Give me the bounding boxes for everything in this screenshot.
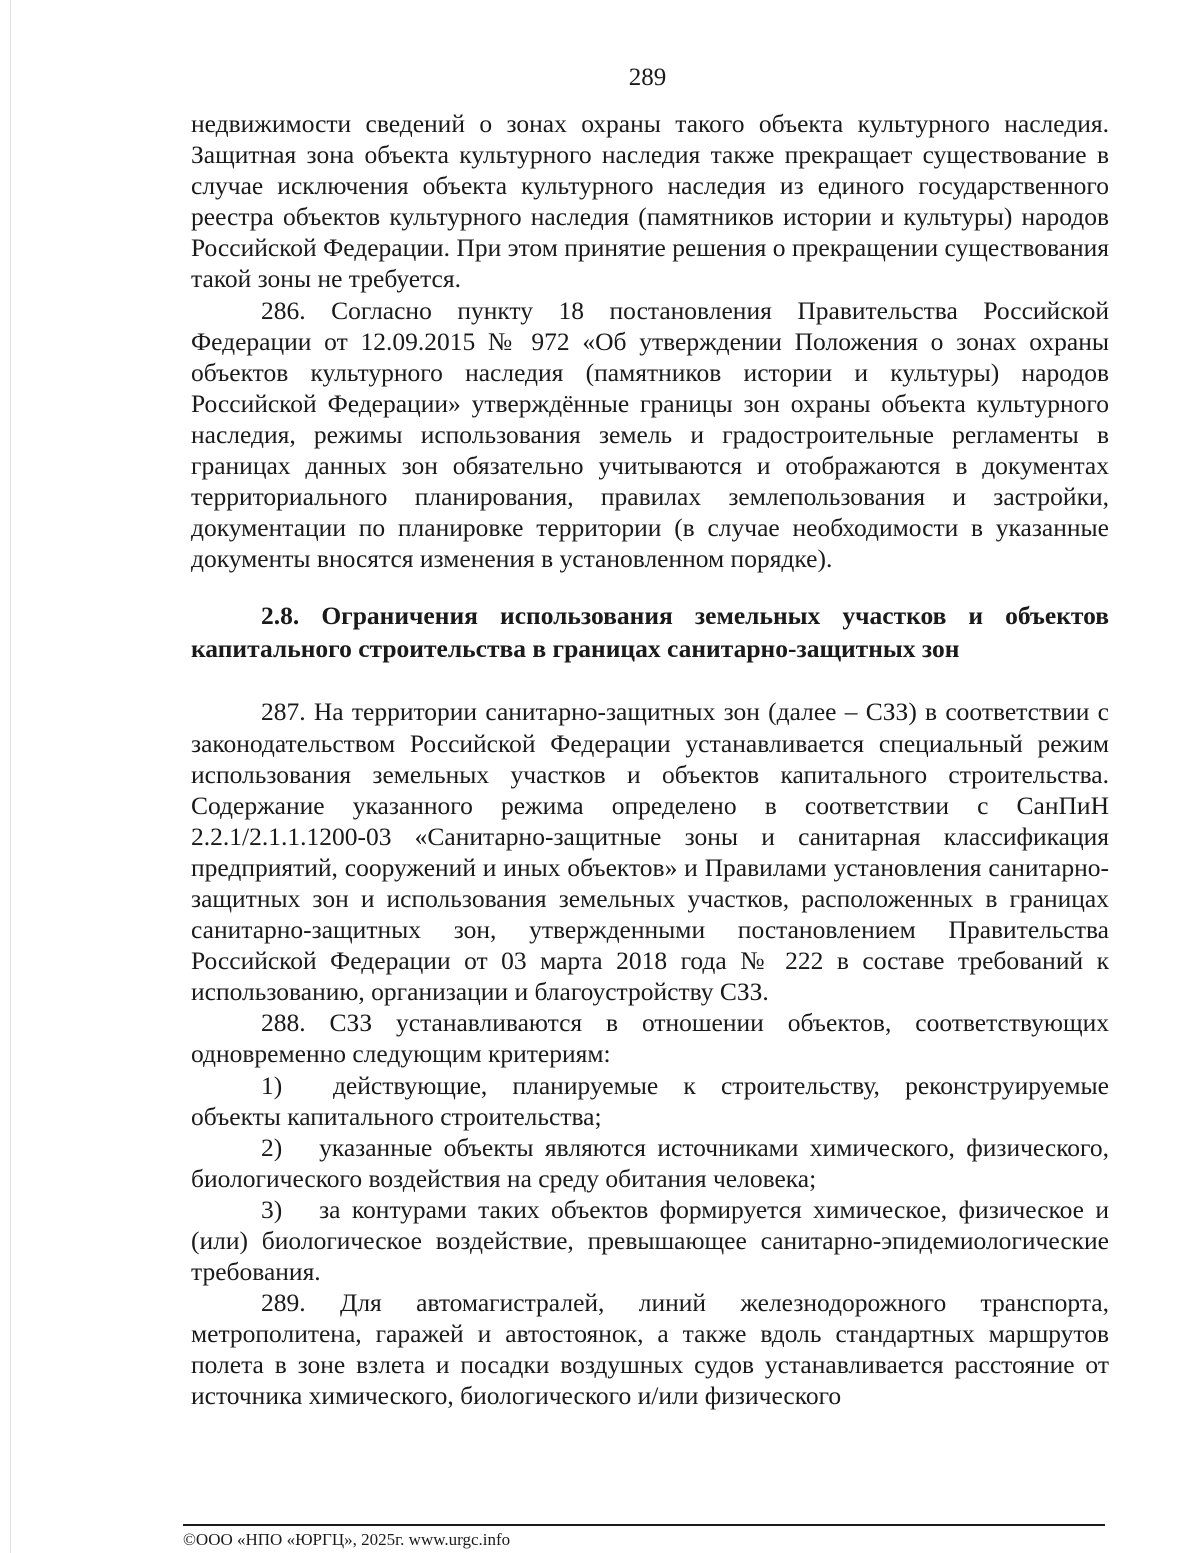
spacer bbox=[191, 665, 1109, 696]
paragraph-287: 287. На территории санитарно-защитных зон (далее – СЗЗ) в соответствии с законодательством Российской Федерации устанавливается специальный режим использования земельных участков и объектов капитального строительства. Содержание указанного режима определено в соответствии с СанПиН 2.2.1/2.1.1.1200-03 «Санитарно-защитные зоны и санитарная классификация предприятий, сооружений и иных объектов» и Правилами установления санитарно-защитных зон и использования земельных участков, расположенных в границах санитарно-защитных зон, утвержденными постановлением Правительства Российской Федерации от 03 марта 2018 года № 222 в составе требований к использованию, организации и благоустройству СЗЗ. bbox=[191, 697, 1109, 1007]
page-content bbox=[191, 108, 1109, 1412]
list-item-3: 3) за контурами таких объектов формируется химическое, физическое и (или) биологическое воздействие, превышающее санитарно-эпидемиологические требования. bbox=[191, 1194, 1109, 1287]
scan-edge bbox=[10, 0, 11, 1553]
footer-copyright: ©ООО «НПО «ЮРГЦ», 2025г. www.urgc.info bbox=[183, 1530, 511, 1549]
page-number: 289 bbox=[628, 64, 667, 91]
list-item-2: 2) указанные объекты являются источниками химического, физического, биологического воздействия на среду обитания человека; bbox=[191, 1132, 1109, 1193]
spacer bbox=[191, 574, 1109, 599]
paragraph-continuation: недвижимости сведений о зонах охраны такого объекта культурного наследия. Защитная зона объекта культурного наследия также прекращает существование в случае исключения объекта культурного наследия из единого государственного реестра объектов культурного наследия (памятников истории и культуры) народов Российской Федерации. При этом принятие решения о прекращении существования такой зоны не требуется. bbox=[191, 109, 1109, 294]
footer-divider bbox=[183, 1524, 1105, 1526]
list-item-1: 1) действующие, планируемые к строительству, реконструируемые объекты капитального строительства; bbox=[191, 1070, 1109, 1131]
paragraph-288: 288. СЗЗ устанавливаются в отношении объектов, соответствующих одновременно следующим критериям: bbox=[191, 1008, 1109, 1069]
paragraph-286: 286. Согласно пункту 18 постановления Правительства Российской Федерации от 12.09.2015 № 972 «Об утверждении Положения о зонах охраны объектов культурного наследия (памятников истории и культуры) народов Российской Федерации» утверждённые границы зон охраны объекта культурного наследия, режимы использования земель и градостроительные регламенты в границах данных зон обязательно учитываются и отображаются в документах территориального планирования, правилах землепользования и застройки, документации по планировке территории (в случае необходимости в указанные документы вносятся изменения в установленном порядке). bbox=[191, 295, 1109, 574]
section-heading: 2.8. Ограничения использования земельных участков и объектов капитального строительства в границах санитарно-защитных зон bbox=[191, 601, 1109, 664]
paragraph-289: 289. Для автомагистралей, линий железнодорожного транспорта, метрополитена, гаражей и автостоянок, а также вдоль стандартных маршрутов полета в зоне взлета и посадки воздушных судов устанавливается расстояние от источника химического, биологического и/или физического bbox=[191, 1288, 1109, 1411]
